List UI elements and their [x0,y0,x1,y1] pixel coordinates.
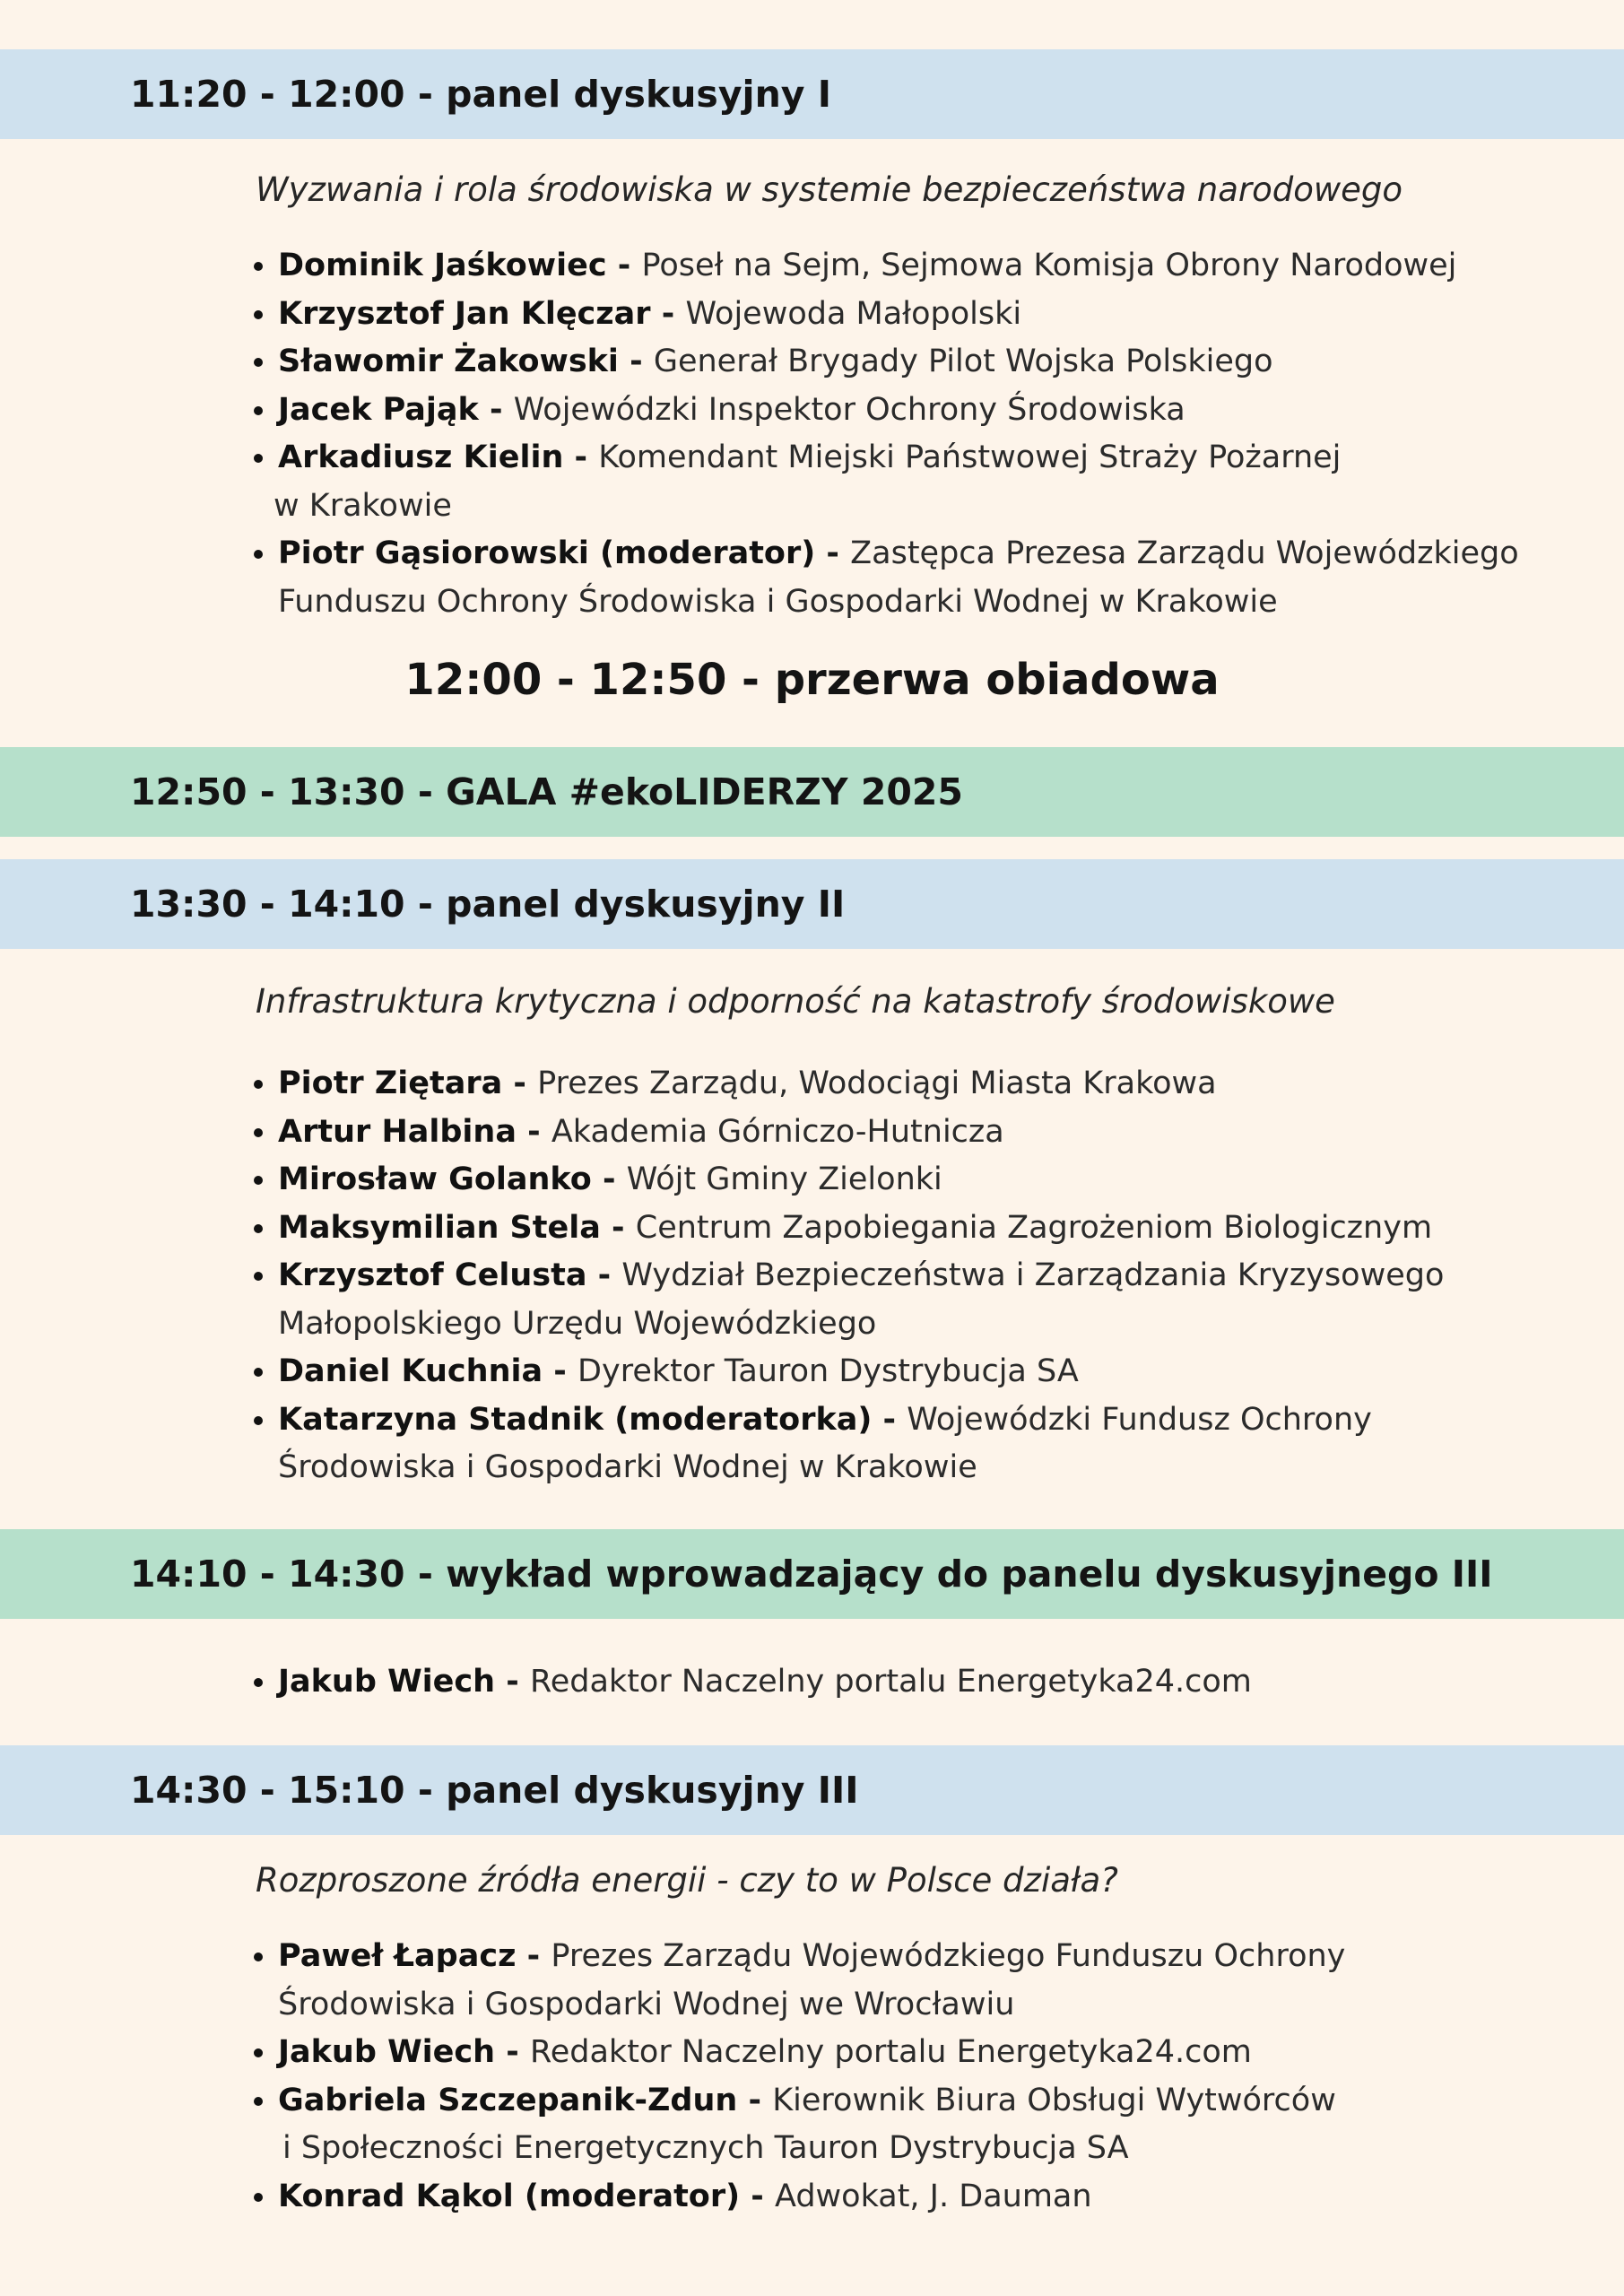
speaker-role: Dyrektor Tauron Dystrybucja SA [578,1353,1079,1389]
speaker-role: Prezes Zarządu Wojewódzkiego Funduszu Ochrony [551,1938,1346,1974]
speaker-role-cont: i Społeczności Energetycznych Tauron Dystrybucja SA [282,2130,1129,2166]
speaker-item: Paweł Łapacz - Prezes Zarządu Wojewódzkiego Funduszu Ochrony Środowiska i Gospodarki Wodnej we Wrocławiu [278,1933,1345,2029]
session-subtitle-panel-3: Rozproszone źródła energii - czy to w Polsce działa? [256,1861,1118,1900]
speaker-list-lecture [278,1658,1252,1707]
speaker-role-cont: Środowiska i Gospodarki Wodnej we Wrocławiu [278,1986,1015,2022]
speaker-item: Krzysztof Celusta - Wydział Bezpieczeństwa i Zarządzania Kryzysowego Małopolskiego Urzędu Wojewódzkiego [278,1252,1444,1348]
speaker-role-cont: Funduszu Ochrony Środowiska i Gospodarki Wodnej w Krakowie [278,583,1278,620]
speaker-role: Wojewódzki Fundusz Ochrony [907,1401,1372,1438]
speaker-name: Arkadiusz Kielin [278,439,564,475]
speaker-role: Wójt Gminy Zielonki [626,1161,942,1197]
speaker-item: Daniel Kuchnia - Dyrektor Tauron Dystrybucja SA [278,1348,1444,1396]
speaker-item: Mirosław Golanko - Wójt Gminy Zielonki [278,1156,1444,1205]
lunch-break-label: 12:00 - 12:50 - przerwa obiadowa [404,655,1220,705]
session-heading-panel-3: 14:30 - 15:10 - panel dyskusyjny III [0,1745,1624,1835]
speaker-item: Krzysztof Jan Klęczar - Wojewoda Małopolski [278,291,1519,339]
speaker-role: Redaktor Naczelny portalu Energetyka24.com [529,1664,1252,1700]
speaker-name: Krzysztof Celusta [278,1257,587,1293]
speaker-role: Centrum Zapobiegania Zagrożeniom Biologicznym [635,1209,1433,1246]
speaker-item: Artur Halbina - Akademia Górniczo-Hutnicza [278,1109,1444,1157]
speaker-role: Redaktor Naczelny portalu Energetyka24.com [529,2034,1252,2070]
speaker-name: Daniel Kuchnia [278,1353,543,1389]
session-subtitle-panel-1: Wyzwania i rola środowiska w systemie bezpieczeństwa narodowego [256,170,1403,209]
speaker-role: Wojewódzki Inspektor Ochrony Środowiska [513,391,1185,428]
speaker-role: Zastępca Prezesa Zarządu Wojewódzkiego [850,535,1519,571]
speaker-name: Sławomir Żakowski [278,344,619,379]
speaker-name: Artur Halbina [278,1113,517,1150]
speaker-name: Jacek Pająk [278,391,479,428]
speaker-item: Arkadiusz Kielin - Komendant Miejski Państwowej Straży Pożarnej w Krakowie [278,434,1519,530]
speaker-name: Jakub Wiech [278,1664,496,1700]
speaker-role: Poseł na Sejm, Sejmowa Komisja Obrony Narodowej [641,248,1457,283]
speaker-role: Akademia Górniczo-Hutnicza [551,1113,1004,1150]
speaker-role: Wojewoda Małopolski [685,295,1022,332]
speaker-list-panel-1 [274,242,1519,626]
speaker-name: Maksymilian Stela [278,1209,601,1246]
speaker-name: Krzysztof Jan Klęczar [278,295,651,332]
speaker-name: Jakub Wiech [278,2034,496,2070]
session-heading-panel-2: 13:30 - 14:10 - panel dyskusyjny II [0,859,1624,949]
speaker-item: Piotr Ziętara - Prezes Zarządu, Wodociągi Miasta Krakowa [278,1060,1444,1109]
speaker-name: Piotr Gąsiorowski (moderator) [278,535,816,571]
speaker-role-cont: Środowiska i Gospodarki Wodnej w Krakowie [278,1449,977,1485]
speaker-name: Katarzyna Stadnik (moderatorka) [278,1401,873,1438]
speaker-list-panel-3 [278,1933,1345,2221]
speaker-role: Wydział Bezpieczeństwa i Zarządzania Kryzysowego [621,1257,1445,1293]
speaker-item: Gabriela Szczepanik-Zdun - Kierownik Biura Obsługi Wytwórców i Społeczności Energetycznych Tauron Dystrybucja SA [278,2077,1345,2173]
speaker-role: Komendant Miejski Państwowej Straży Pożarnej [598,439,1342,475]
speaker-item: Jakub Wiech - Redaktor Naczelny portalu Energetyka24.com [278,2029,1345,2077]
speaker-name: Piotr Ziętara [278,1065,503,1101]
speaker-item: Jakub Wiech - Redaktor Naczelny portalu Energetyka24.com [278,1658,1252,1707]
session-heading-lecture: 14:10 - 14:30 - wykład wprowadzający do panelu dyskusyjnego III [0,1529,1624,1619]
speaker-list-panel-2 [278,1060,1444,1492]
speaker-item: Sławomir Żakowski - Generał Brygady Pilot Wojska Polskiego [278,338,1519,387]
speaker-role: Prezes Zarządu, Wodociągi Miasta Krakowa [537,1065,1217,1101]
speaker-role-cont: w Krakowie [274,487,452,524]
speaker-name: Mirosław Golanko [278,1161,592,1197]
session-subtitle-panel-2: Infrastruktura krytyczna i odporność na katastrofy środowiskowe [256,982,1335,1021]
speaker-name: Paweł Łapacz [278,1938,517,1974]
speaker-name: Konrad Kąkol (moderator) [278,2178,741,2214]
speaker-item: Jacek Pająk - Wojewódzki Inspektor Ochrony Środowiska [278,387,1519,435]
speaker-role: Adwokat, J. Dauman [775,2178,1092,2214]
session-heading-panel-1: 11:20 - 12:00 - panel dyskusyjny I [0,49,1624,139]
speaker-item: Konrad Kąkol (moderator) - Adwokat, J. Dauman [278,2173,1345,2222]
speaker-role: Generał Brygady Pilot Wojska Polskiego [653,344,1273,379]
speaker-item: Piotr Gąsiorowski (moderator) - Zastępca Prezesa Zarządu Wojewódzkiego Funduszu Ochrony Środowiska i Gospodarki Wodnej w Krakowie [278,530,1519,626]
speaker-name: Dominik Jaśkowiec [278,248,607,283]
speaker-item: Maksymilian Stela - Centrum Zapobiegania Zagrożeniom Biologicznym [278,1205,1444,1253]
speaker-role: Kierownik Biura Obsługi Wytwórców [772,2082,1336,2118]
session-heading-gala: 12:50 - 13:30 - GALA #ekoLIDERZY 2025 [0,747,1624,837]
speaker-role-cont: Małopolskiego Urzędu Wojewódzkiego [278,1305,877,1342]
speaker-item: Dominik Jaśkowiec - Poseł na Sejm, Sejmowa Komisja Obrony Narodowej [278,242,1519,291]
speaker-item: Katarzyna Stadnik (moderatorka) - Wojewódzki Fundusz Ochrony Środowiska i Gospodarki Wodnej w Krakowie [278,1396,1444,1492]
speaker-name: Gabriela Szczepanik-Zdun [278,2082,738,2118]
